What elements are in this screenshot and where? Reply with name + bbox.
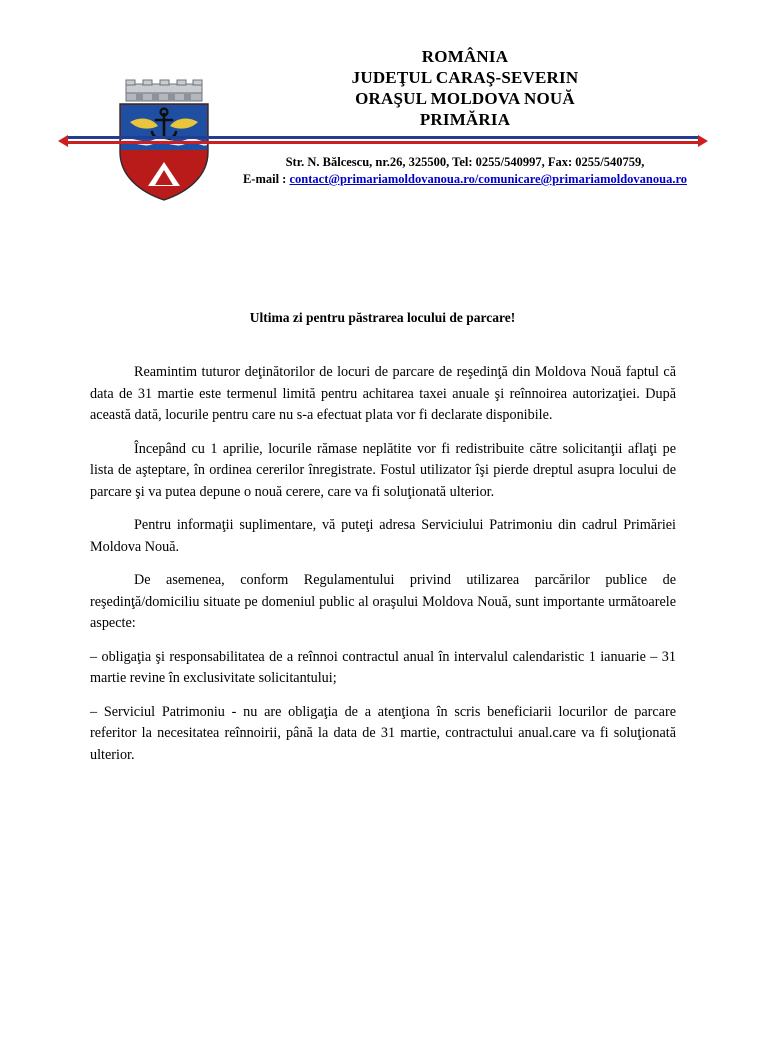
header-titles bbox=[230, 46, 700, 130]
contact-email-label: E-mail : bbox=[242, 172, 290, 186]
paragraph-4: De asemenea, conform Regulamentului privind utilizarea parcărilor publice de reşedinţă/domiciliu situate pe domeniul public al oraşului Moldova Nouă, sunt importante următoarele aspecte: bbox=[90, 572, 676, 631]
paragraph-3: Pentru informaţii suplimentare, vă puteţi adresa Serviciului Patrimoniu din cadrul Primăriei Moldova Nouă. bbox=[90, 517, 676, 555]
contact-email-line bbox=[215, 171, 715, 188]
header-title-institution: PRIMĂRIA bbox=[419, 110, 511, 129]
divider-right-arrow-icon bbox=[698, 135, 708, 147]
divider-red-bar bbox=[68, 141, 698, 144]
header-divider bbox=[68, 136, 698, 146]
header-title-city: ORAŞUL MOLDOVA NOUĂ bbox=[355, 89, 575, 108]
contact-address: Str. N. Bălcescu, nr.26, 325500, Tel: 0255/540997, Fax: 0255/540759, bbox=[285, 155, 645, 169]
contact-block bbox=[215, 154, 715, 188]
paragraph-2: Începând cu 1 aprilie, locurile rămase neplătite vor fi redistribuite către solicitanţii aflaţi pe lista de aşteptare, în ordinea cererilor înregistrate. Fostul utilizator îşi pierde dreptul asupra locului de parcare şi va putea depune o nouă cerere, care va fi soluţionată ulterior. bbox=[90, 440, 676, 500]
bullet-2: – Serviciul Patrimoniu - nu are obligaţia de a atenţiona în scris beneficiarii locurilor de parcare referitor la necesitatea reînnoirii, până la data de 31 martie, contractului anual.care va fi soluţionată ulterior. bbox=[90, 703, 676, 763]
contact-email-link[interactable]: contact@primariamoldovanoua.ro/comunicare@primariamoldovanoua.ro bbox=[289, 172, 688, 186]
divider-left-arrow-icon bbox=[58, 135, 68, 147]
header-title-county: JUDEŢUL CARAŞ-SEVERIN bbox=[351, 68, 579, 87]
bullet-1: – obligaţia şi responsabilitatea de a reînnoi contractul anual în intervalul calendaristic 1 ianuarie – 31 martie revine în exclusivitate solicitantului; bbox=[90, 648, 676, 686]
page-title: Ultima zi pentru păstrarea locului de parcare! bbox=[249, 310, 516, 325]
divider-blue-bar bbox=[68, 136, 698, 139]
document-header bbox=[0, 0, 765, 210]
document-body bbox=[90, 362, 676, 766]
header-title-country: ROMÂNIA bbox=[421, 47, 509, 66]
paragraph-1: Reamintim tuturor deţinătorilor de locuri de parcare de reşedinţă din Moldova Nouă faptul că data de 31 martie este termenul limită pentru achitarea taxei anuale şi reînnoirea autorizaţiei. După această dată, locurile pentru care nu s-a efectuat plata vor fi declarate disponibile. bbox=[90, 364, 676, 423]
